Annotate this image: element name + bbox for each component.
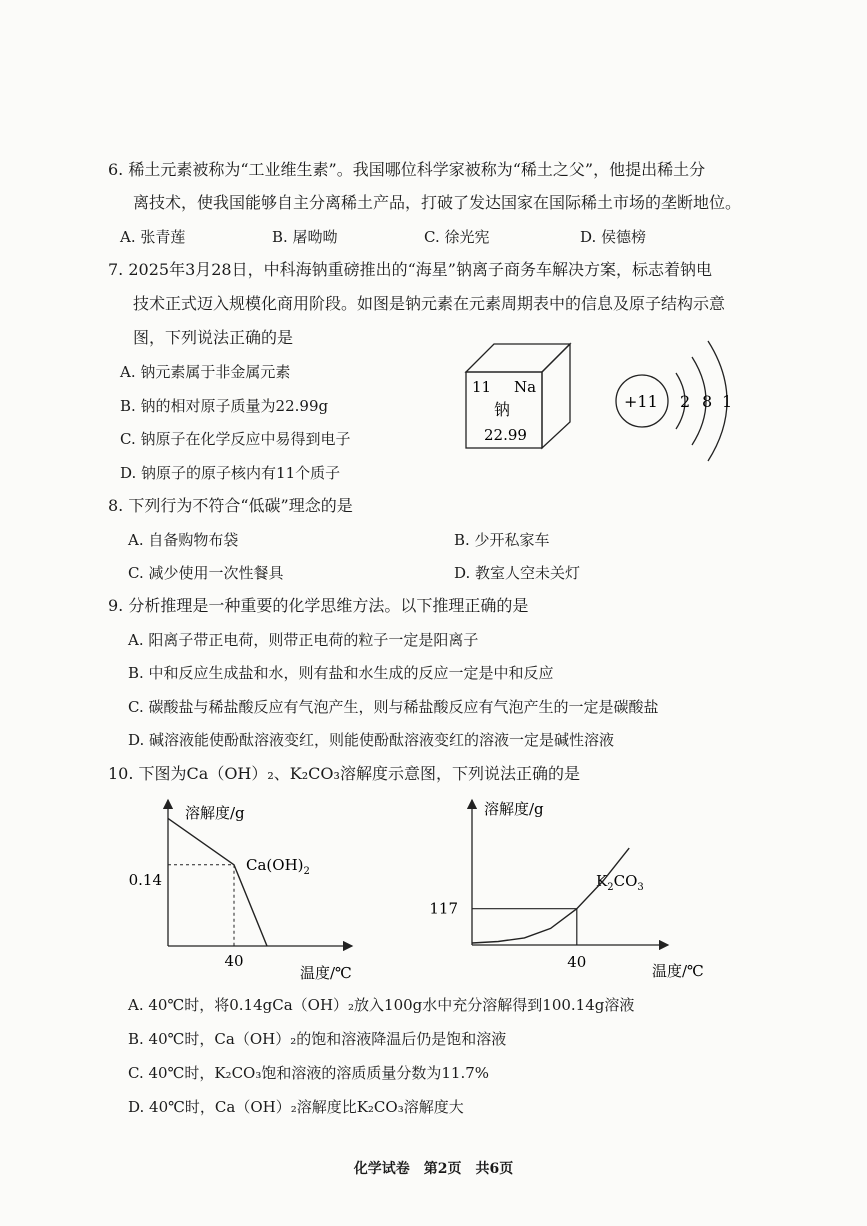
chart2-xtick-40: 40 [567,953,587,971]
chart1-caoh2-curve [168,818,267,946]
q9-option-a: A. 阳离子带正电荷，则带正电荷的粒子一定是阳离子 [128,631,479,649]
q8-option-d: D. 教室人空未关灯 [454,564,581,582]
q10-option-c: C. 40℃时，K₂CO₃饱和溶液的溶质质量分数为11.7% [128,1064,490,1082]
q6-stem-line1: 6. 稀土元素被称为“工业维生素”。我国哪位科学家被称为“稀土之父”，他提出稀土分 [108,160,706,179]
nucleus-charge: +11 [624,392,658,411]
chart2-series-label: $K_2CO_3$ [596,872,644,893]
q10-option-a: A. 40℃时，将0.14gCa（OH）₂放入100g水中充分溶解得到100.14g溶液 [128,996,635,1014]
element-symbol: Na [514,378,537,396]
chart1-xlabel: 温度/℃ [300,964,352,982]
q6-option-d: D. 侯德榜 [580,228,647,246]
q7-stem-line3: 图，下列说法正确的是 [133,328,294,347]
chart1-xtick-40: 40 [224,952,244,970]
q6-stem-line2: 离技术，使我国能够自主分离稀土产品，打破了发达国家在国际稀土市场的垄断地位。 [133,193,742,212]
page-footer: 化学试卷 第2页 共6页 [353,1161,514,1177]
q10-option-b: B. 40℃时，Ca（OH）₂的饱和溶液降温后仍是饱和溶液 [128,1030,507,1048]
q7-option-b: B. 钠的相对原子质量为22.99g [120,397,329,415]
chart2-ytick-117: 117 [429,899,458,918]
q6-option-c: C. 徐光宪 [424,228,490,246]
q7-stem-line1: 7. 2025年3月28日，中科海钠重磅推出的“海星”钠离子商务车解决方案，标志着钠电 [108,260,712,279]
q10-option-d: D. 40℃时，Ca（OH）₂溶解度比K₂CO₃溶解度大 [128,1098,464,1116]
q8-option-c: C. 减少使用一次性餐具 [128,564,284,582]
shell-electrons-2: 8 [702,392,713,411]
element-name: 钠 [494,400,511,419]
q8-stem: 8. 下列行为不符合“低碳”理念的是 [108,496,353,515]
element-atomic-number: 11 [472,378,492,396]
q9-option-c: C. 碳酸盐与稀盐酸反应有气泡产生，则与稀盐酸反应有气泡产生的一定是碳酸盐 [128,698,659,716]
sodium-atom-structure [610,335,750,465]
sodium-element-cell [458,340,578,452]
chart1-ytick-014: 0.14 [128,870,162,889]
q9-option-d: D. 碱溶液能使酚酞溶液变红，则能使酚酞溶液变红的溶液一定是碱性溶液 [128,731,615,749]
q9-option-b: B. 中和反应生成盐和水，则有盐和水生成的反应一定是中和反应 [128,664,554,682]
q7-stem-line2: 技术正式迈入规模化商用阶段。如图是钠元素在元素周期表中的信息及原子结构示意 [133,294,726,313]
shell-electrons-3: 1 [722,392,733,411]
chart1-ylabel: 溶解度/g [185,804,245,822]
q8-option-a: A. 自备购物布袋 [128,531,239,549]
chart2-k2co3-curve [472,848,629,943]
q8-option-b: B. 少开私家车 [454,531,550,549]
chart2-xlabel: 温度/℃ [652,962,704,980]
q10-stem: 10. 下图为Ca（OH）₂、K₂CO₃溶解度示意图，下列说法正确的是 [108,764,580,783]
k2co3-solubility-chart [420,790,720,986]
q7-option-c: C. 钠原子在化学反应中易得到电子 [120,430,351,448]
q9-stem: 9. 分析推理是一种重要的化学思维方法。以下推理正确的是 [108,596,529,615]
q7-option-a: A. 钠元素属于非金属元素 [120,363,291,381]
chart2-ylabel: 溶解度/g [484,800,544,818]
chart1-series-label: $Ca(OH)_2$ [246,856,310,877]
q6-option-b: B. 屠呦呦 [272,228,338,246]
q6-option-a: A. 张青莲 [120,228,186,246]
element-atomic-mass: 22.99 [484,426,527,444]
q7-option-d: D. 钠原子的原子核内有11个质子 [120,464,341,482]
caoh2-solubility-chart [128,790,380,982]
shell-electrons-1: 2 [680,392,691,411]
